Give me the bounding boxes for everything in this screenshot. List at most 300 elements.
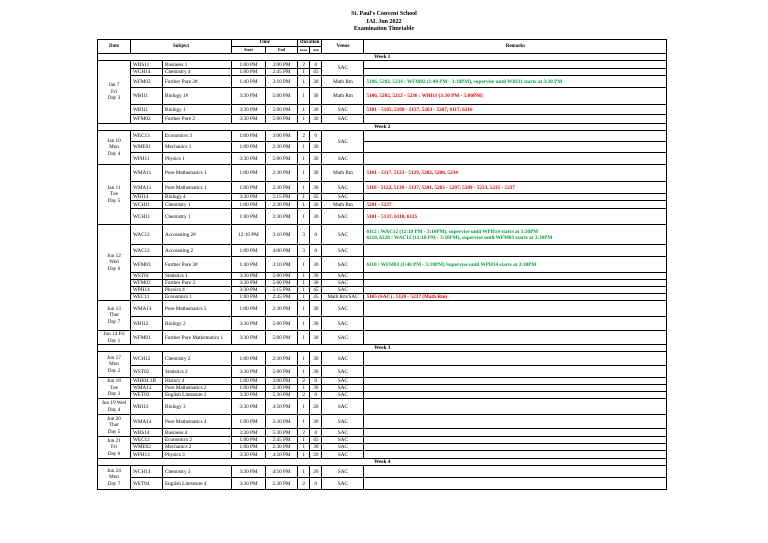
end-time: 2:45 PM xyxy=(266,437,298,444)
end-time: 3:10 PM xyxy=(266,76,298,88)
start-time: 1:00 PM xyxy=(232,437,266,444)
remarks-cell xyxy=(364,245,667,257)
subject-code: WPH14 xyxy=(131,287,163,294)
duration-hour: 1 xyxy=(298,444,310,451)
venue-cell: SAC xyxy=(322,257,364,273)
date-cell: Jun 12 Wed Day 6 xyxy=(98,225,131,301)
remarks-cell xyxy=(364,478,667,490)
date-cell: Jun 19 Wed Day 4 xyxy=(98,399,131,415)
table-row xyxy=(98,331,667,345)
subject-code: WME01 xyxy=(131,142,163,153)
remarks-cell xyxy=(364,153,667,165)
end-time: 3:00 PM xyxy=(266,131,298,142)
subject-name: Further Pure 3 xyxy=(163,280,232,287)
start-time: 1:00 PM xyxy=(232,69,266,76)
table-row xyxy=(98,444,667,451)
subject-name: History 4 xyxy=(163,378,232,385)
subject-code: WBS11 xyxy=(131,61,163,69)
duration-min: 30 xyxy=(310,115,322,124)
subject-name: Pure Mathematics 3 xyxy=(163,301,232,317)
remarks-cell xyxy=(364,61,667,69)
remarks-cell xyxy=(364,429,667,437)
duration-hour: 1 xyxy=(298,437,310,444)
table-row xyxy=(98,399,667,415)
subject-name: Physics 4 xyxy=(163,287,232,294)
venue-cell: Math Rm xyxy=(322,88,364,105)
duration-hour: 1 xyxy=(298,257,310,273)
end-time: 5:15 PM xyxy=(266,287,298,294)
duration-min: 0 xyxy=(310,478,322,490)
subject-name: Chemistry 2 xyxy=(163,352,232,366)
remarks-cell: 5106, 5202, 5212 - 5236 : WBI11 (3:30 PM - 5:00PM) xyxy=(364,88,667,105)
start-time: 3:30 PM xyxy=(232,466,266,478)
end-time: 5:00 PM xyxy=(266,115,298,124)
venue-cell: SAC xyxy=(322,378,364,385)
remarks-cell xyxy=(364,466,667,478)
remarks-cell xyxy=(364,273,667,280)
duration-hour: 2 xyxy=(298,392,310,399)
duration-hour: 2 xyxy=(298,429,310,437)
subject-name: Further Pure 3# xyxy=(163,257,232,273)
end-header: End xyxy=(266,47,298,54)
end-time: 3:00 PM xyxy=(266,378,298,385)
week-row xyxy=(98,124,667,131)
table-row xyxy=(98,385,667,392)
start-time: 1:00 PM xyxy=(232,352,266,366)
end-time: 5:00 PM xyxy=(266,273,298,280)
remarks-cell xyxy=(364,194,667,201)
duration-hour: 1 xyxy=(298,209,310,225)
venue-cell: SAC xyxy=(322,429,364,437)
end-time: 5:00 PM xyxy=(266,331,298,345)
table-row xyxy=(98,317,667,331)
start-time: 1:00 PM xyxy=(232,142,266,153)
duration-hour: 2 xyxy=(298,478,310,490)
subject-code: WEC12 xyxy=(131,437,163,444)
subject-name: Statistics 1 xyxy=(163,273,232,280)
start-time: 3:30 PM xyxy=(232,392,266,399)
venue-cell: SAC xyxy=(322,331,364,345)
duration-min: 45 xyxy=(310,287,322,294)
end-time: 5:00 PM xyxy=(266,366,298,378)
duration-hour: 1 xyxy=(298,69,310,76)
week-label: Week 1 xyxy=(98,54,667,61)
remarks-cell xyxy=(364,366,667,378)
table-row xyxy=(98,61,667,69)
duration-min: 0 xyxy=(310,392,322,399)
date-cell: Jun 18 Tue Day 3 xyxy=(98,378,131,399)
duration-min: 30 xyxy=(310,317,322,331)
remarks-cell xyxy=(364,131,667,142)
duration-min: 30 xyxy=(310,142,322,153)
end-time: 5:30 PM xyxy=(266,478,298,490)
start-time: 3:30 PM xyxy=(232,194,266,201)
subject-name: Biology 1# xyxy=(163,88,232,105)
start-time: 3:30 PM xyxy=(232,331,266,345)
venue-cell: Math Rm xyxy=(322,201,364,209)
remarks-cell: 6110 : WFM03 (1:40 PM - 3:10PM) Supervise until WPH14 starts at 3:30PM xyxy=(364,257,667,273)
start-time: 1:00 PM xyxy=(232,378,266,385)
duration-hour: 1 xyxy=(298,194,310,201)
start-time: 1:00 PM xyxy=(232,182,266,194)
start-time: 1:00 PM xyxy=(232,245,266,257)
table-row xyxy=(98,294,667,301)
table-row xyxy=(98,352,667,366)
subject-code: WEC11 xyxy=(131,294,163,301)
end-time: 2:30 PM xyxy=(266,165,298,182)
end-time: 5:00 PM xyxy=(266,317,298,331)
end-time: 3:10 PM xyxy=(266,257,298,273)
end-time: 2:30 PM xyxy=(266,201,298,209)
start-time: 1:00 PM xyxy=(232,61,266,69)
week-row xyxy=(98,54,667,61)
subject-code: WFM03 xyxy=(131,257,163,273)
date-cell: Jan 10 Mon Day 4 xyxy=(98,131,131,165)
duration-hour: 2 xyxy=(298,378,310,385)
start-time: 1:00 PM xyxy=(232,444,266,451)
subject-code: WMA11 xyxy=(131,182,163,194)
duration-min: 30 xyxy=(310,444,322,451)
duration-min: 0 xyxy=(310,131,322,142)
duration-min: 20 xyxy=(310,466,322,478)
remarks-cell: 5105 (SAC) , 5120 - 5237 (Math Rm) xyxy=(364,294,667,301)
remarks-cell: 5101 - 5117, 5123 - 5129, 5202, 5206, 5234 xyxy=(364,165,667,182)
end-time: 2:30 PM xyxy=(266,385,298,392)
start-time: 3:30 PM xyxy=(232,478,266,490)
end-time: 5:00 PM xyxy=(266,88,298,105)
duration-hour: 1 xyxy=(298,415,310,429)
remarks-cell xyxy=(364,415,667,429)
end-time: 2:30 PM xyxy=(266,142,298,153)
table-row xyxy=(98,245,667,257)
end-time: 3:10 PM xyxy=(266,225,298,245)
duration-min: 30 xyxy=(310,165,322,182)
end-time: 5:00 PM xyxy=(266,153,298,165)
end-time: 2:30 PM xyxy=(266,301,298,317)
end-time: 2:45 PM xyxy=(266,69,298,76)
subject-code: WBS14 xyxy=(131,429,163,437)
duration-min: 20 xyxy=(310,399,322,415)
remarks-header: Remarks xyxy=(364,40,667,54)
subject-name: Accounting 2# xyxy=(163,225,232,245)
table-body xyxy=(98,54,667,490)
duration-min: 0 xyxy=(310,245,322,257)
subject-code: WME02 xyxy=(131,444,163,451)
subject-code: WAC12 xyxy=(131,225,163,245)
document-title: Examination Timetable xyxy=(353,26,415,32)
start-time: 3:30 PM xyxy=(232,287,266,294)
subject-code: WFM03 xyxy=(131,280,163,287)
venue-cell: SAC xyxy=(322,366,364,378)
remarks-cell xyxy=(364,352,667,366)
duration-hour: 1 xyxy=(298,287,310,294)
duration-hour: 1 xyxy=(298,88,310,105)
week-row xyxy=(98,345,667,352)
venue-cell: SAC xyxy=(322,437,364,444)
subject-code: WMA12 xyxy=(131,385,163,392)
duration-hour: 1 xyxy=(298,451,310,459)
subject-code: WBI13 xyxy=(131,399,163,415)
table-row xyxy=(98,201,667,209)
duration-hour: 1 xyxy=(298,165,310,182)
week-label: Week 2 xyxy=(98,124,667,131)
subject-name: Pure Mathematics 2 xyxy=(163,385,232,392)
subject-name: English Literature 4 xyxy=(163,478,232,490)
duration-hour: 1 xyxy=(298,273,310,280)
date-cell: Jun 14 Fri Day 1 xyxy=(98,331,131,345)
venue-cell: SAC xyxy=(322,301,364,317)
venue-cell: SAC xyxy=(322,273,364,280)
min-header: min xyxy=(310,47,322,54)
date-cell: Jan 7 Fri Day 3 xyxy=(98,61,131,124)
duration-min: 30 xyxy=(310,331,322,345)
subject-code: WBI11 xyxy=(131,105,163,115)
start-time: 3:30 PM xyxy=(232,273,266,280)
venue-cell: SAC xyxy=(322,194,364,201)
subject-name: Chemistry 4 xyxy=(163,69,232,76)
duration-hour: 1 xyxy=(298,352,310,366)
start-time: 3:30 PM xyxy=(232,88,266,105)
subject-code: WPH11 xyxy=(131,153,163,165)
venue-cell: Math Rm/SAC xyxy=(322,294,364,301)
table-row xyxy=(98,478,667,490)
subject-name: Further Pure Mathematics 1 xyxy=(163,331,232,345)
duration-min: 0 xyxy=(310,378,322,385)
subject-code: WCH11 xyxy=(131,209,163,225)
duration-hour: 1 xyxy=(298,142,310,153)
end-time: 3:00 PM xyxy=(266,61,298,69)
table-row xyxy=(98,466,667,478)
subject-code: WST01 xyxy=(131,273,163,280)
remarks-cell xyxy=(364,392,667,399)
subject-name: Physics 3 xyxy=(163,451,232,459)
table-row xyxy=(98,88,667,105)
subject-name: English Literature 2 xyxy=(163,392,232,399)
table-row xyxy=(98,225,667,245)
end-time: 2:30 PM xyxy=(266,352,298,366)
date-cell: Jun 24 Mon Day 7 xyxy=(98,466,131,490)
duration-min: 30 xyxy=(310,209,322,225)
subject-code: WET04 xyxy=(131,478,163,490)
table-row xyxy=(98,209,667,225)
table-row xyxy=(98,76,667,88)
duration-header: Duration xyxy=(298,40,322,47)
duration-hour: 1 xyxy=(298,201,310,209)
table-row xyxy=(98,131,667,142)
subject-code: WMA13 xyxy=(131,301,163,317)
table-row xyxy=(98,194,667,201)
remarks-cell xyxy=(364,317,667,331)
subject-code: WFM02 xyxy=(131,115,163,124)
start-time: 1:00 PM xyxy=(232,131,266,142)
start-time: 1:00 PM xyxy=(232,385,266,392)
remarks-cell xyxy=(364,287,667,294)
subject-name: Accounting 2 xyxy=(163,245,232,257)
date-cell: Jan 11 Tue Day 5 xyxy=(98,165,131,225)
date-cell: Jun 20 Thur Day 5 xyxy=(98,415,131,437)
venue-header: Venue xyxy=(322,40,364,54)
date-header: Date xyxy=(98,40,131,54)
remarks-cell: 5101 - 5105, 5108 - 5137, 5203 - 5207, 6117, 6216 xyxy=(364,105,667,115)
duration-min: 45 xyxy=(310,294,322,301)
duration-min: 30 xyxy=(310,366,322,378)
end-time: 5:00 PM xyxy=(266,105,298,115)
subject-code: WFM01 xyxy=(131,331,163,345)
start-time: 1:40 PM xyxy=(232,76,266,88)
table-row xyxy=(98,182,667,194)
duration-hour: 2 xyxy=(298,131,310,142)
duration-min: 45 xyxy=(310,437,322,444)
venue-cell: SAC xyxy=(322,131,364,153)
duration-hour: 1 xyxy=(298,385,310,392)
subject-code: WFM02 xyxy=(131,76,163,88)
end-time: 4:50 PM xyxy=(266,451,298,459)
table-row xyxy=(98,69,667,76)
subject-code: WPH13 xyxy=(131,451,163,459)
end-time: 5:00 PM xyxy=(266,280,298,287)
remarks-cell xyxy=(364,142,667,153)
school-name: St. Paul's Convent School xyxy=(351,11,417,17)
duration-hour: 1 xyxy=(298,294,310,301)
start-time: 3:30 PM xyxy=(232,399,266,415)
subject-name: Economics 2 xyxy=(163,437,232,444)
subject-code: WET02 xyxy=(131,392,163,399)
date-cell: Jun 13 Thur Day 7 xyxy=(98,301,131,331)
week-row xyxy=(98,459,667,466)
end-time: 5:30 PM xyxy=(266,429,298,437)
duration-min: 30 xyxy=(310,257,322,273)
venue-cell: SAC xyxy=(322,61,364,76)
subject-name: Further Pure 2 xyxy=(163,115,232,124)
start-time: 1:00 PM xyxy=(232,415,266,429)
subject-code: WMA11 xyxy=(131,165,163,182)
subject-name: Pure Mathematics 4 xyxy=(163,415,232,429)
duration-hour: 1 xyxy=(298,115,310,124)
duration-min: 20 xyxy=(310,451,322,459)
venue-cell: SAC xyxy=(322,451,364,459)
subject-code: WBI11 xyxy=(131,88,163,105)
duration-hour: 3 xyxy=(298,225,310,245)
remarks-cell xyxy=(364,437,667,444)
duration-min: 45 xyxy=(310,69,322,76)
venue-cell: SAC xyxy=(322,444,364,451)
table-row xyxy=(98,153,667,165)
subject-code: WHI04 1B xyxy=(131,378,163,385)
remarks-cell xyxy=(364,115,667,124)
venue-cell: SAC xyxy=(322,280,364,287)
subject-name: Economics 3 xyxy=(163,131,232,142)
week-label: Week 4 xyxy=(98,459,667,466)
table-row xyxy=(98,115,667,124)
table-header xyxy=(98,40,667,54)
subject-name: Business 1 xyxy=(163,61,232,69)
venue-cell: SAC xyxy=(322,225,364,245)
subject-name: Biology 1 xyxy=(163,105,232,115)
venue-cell: SAC xyxy=(322,115,364,124)
timetable xyxy=(97,39,667,490)
table-row xyxy=(98,437,667,444)
venue-cell: Math Rm xyxy=(322,76,364,88)
end-time: 2:45 PM xyxy=(266,294,298,301)
venue-cell: SAC xyxy=(322,287,364,294)
subject-name: Economics 1 xyxy=(163,294,232,301)
duration-hour: 1 xyxy=(298,76,310,88)
venue-cell: SAC xyxy=(322,352,364,366)
subject-name: Biology 3 xyxy=(163,399,232,415)
end-time: 5:30 PM xyxy=(266,392,298,399)
start-time: 1:00 PM xyxy=(232,165,266,182)
duration-min: 30 xyxy=(310,105,322,115)
subject-code: WCH12 xyxy=(131,352,163,366)
end-time: 5:15 PM xyxy=(266,194,298,201)
start-time: 12:10 PM xyxy=(232,225,266,245)
duration-min: 30 xyxy=(310,273,322,280)
remarks-cell xyxy=(364,451,667,459)
subject-name: Pure Mathematics 1 xyxy=(163,165,232,182)
subject-name: Physics 1 xyxy=(163,153,232,165)
subject-name: Further Pure 2# xyxy=(163,76,232,88)
remarks-cell xyxy=(364,378,667,385)
table-row xyxy=(98,429,667,437)
end-time: 2:30 PM xyxy=(266,415,298,429)
table-row xyxy=(98,142,667,153)
subject-code: WMA14 xyxy=(131,415,163,429)
subject-code: WCH11 xyxy=(131,201,163,209)
subject-code: WBI12 xyxy=(131,317,163,331)
venue-cell: SAC xyxy=(322,105,364,115)
table-row xyxy=(98,392,667,399)
subject-code: WAC12 xyxy=(131,245,163,257)
remarks-cell xyxy=(364,444,667,451)
subject-name: Business 4 xyxy=(163,429,232,437)
duration-min: 30 xyxy=(310,385,322,392)
remarks-cell xyxy=(364,69,667,76)
exam-session: IAL Jun 2022 xyxy=(366,18,402,25)
time-header: Time xyxy=(232,40,298,47)
subject-name: Chemistry 1 xyxy=(163,209,232,225)
duration-hour: 1 xyxy=(298,182,310,194)
remarks-cell: 5101 - 5137, 6118, 6125 xyxy=(364,209,667,225)
remarks-cell: 5118 - 5122, 5130 - 5137, 5201, 5203 - 5207, 5209 - 5233, 5235 - 5237 xyxy=(364,182,667,194)
duration-hour: 2 xyxy=(298,61,310,69)
subject-header: Subject xyxy=(131,40,232,54)
venue-cell: SAC xyxy=(322,385,364,392)
start-time: 3:30 PM xyxy=(232,280,266,287)
subject-name: Chemistry 1 xyxy=(163,201,232,209)
venue-cell: Math Rm xyxy=(322,165,364,182)
start-time: 3:30 PM xyxy=(232,153,266,165)
duration-min: 30 xyxy=(310,153,322,165)
table-row xyxy=(98,415,667,429)
duration-hour: 1 xyxy=(298,153,310,165)
week-label: Week 3 xyxy=(98,345,667,352)
remarks-cell: 5201 - 5237 xyxy=(364,201,667,209)
venue-cell: SAC xyxy=(322,466,364,478)
end-time: 4:50 PM xyxy=(266,399,298,415)
table-row xyxy=(98,451,667,459)
subject-code: WBI14 xyxy=(131,194,163,201)
start-time: 3:30 PM xyxy=(232,451,266,459)
duration-hour: 1 xyxy=(298,301,310,317)
duration-min: 0 xyxy=(310,61,322,69)
start-time: 3:30 PM xyxy=(232,317,266,331)
start-time: 3:30 PM xyxy=(232,115,266,124)
date-cell: Jun 21 Fri Day 6 xyxy=(98,437,131,459)
subject-name: Biology 2 xyxy=(163,317,232,331)
table-row xyxy=(98,280,667,287)
start-time: 3:30 PM xyxy=(232,105,266,115)
remarks-cell: 6112 : WAC12 (12:10 PM - 3:10PM), supervise until WPH14 starts at 3:30PM 6210, 6220 : WAC12 (12:10 PM - 3:10PM), supervise until WFM03 starts at 3:30PM xyxy=(364,225,667,245)
